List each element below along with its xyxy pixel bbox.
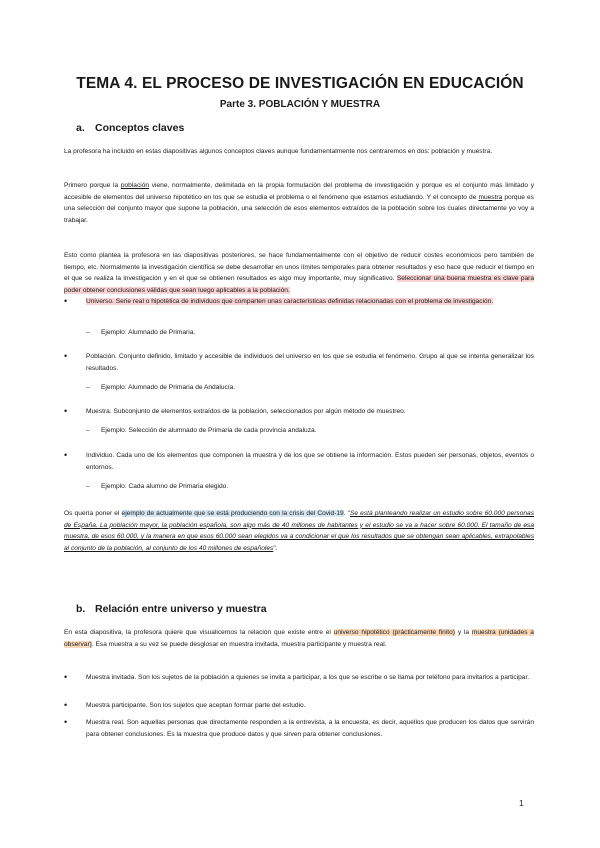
text-run: Primero porque la (64, 182, 121, 189)
text-run: . " (343, 510, 351, 517)
list-item-muestra-participante (64, 700, 534, 712)
section-b-label: b. (76, 603, 86, 615)
bullet-icon: • (64, 406, 68, 416)
example-universo (86, 327, 195, 339)
text-run: . Esa muestra a su vez se puede desglosar en muestra invitada, muestra participante y muestra real. (91, 640, 387, 648)
list-item-muestra (64, 406, 534, 418)
example-text: Ejemplo: Alumnado de Primaria. (101, 329, 196, 336)
paragraph-costes (64, 250, 534, 297)
item-desc: Serie real o hipotética de individuos que comparten unas características definidas relacionadas con el problema de investigación. (113, 298, 494, 305)
universo-text (86, 298, 493, 305)
example-muestra (86, 425, 317, 437)
example-text: Ejemplo: Cada alumno de Primaria elegido. (101, 483, 229, 490)
paragraph-poblacion-muestra (64, 180, 534, 227)
text-run: Os quería poner el (64, 510, 122, 517)
highlight-covid: ejemplo de actualmente que se está produciendo con la crisis del Covid-19 (121, 510, 344, 517)
bullet-icon: • (64, 700, 68, 710)
bullet-icon: • (64, 717, 68, 727)
item-term: Individuo. (86, 452, 115, 459)
paragraph-covid-example (64, 508, 534, 555)
highlight-universo: universo hipotético (prácticamente finito) (333, 629, 455, 636)
document-title: TEMA 4. EL PROCESO DE INVESTIGACIÓN EN EDUCACIÓN (76, 75, 524, 92)
item-desc: Cada uno de los elementos que componen la muestra y de los que se obtiene la información. Estos pueden ser personas, objetos, eventos o entornos. (86, 452, 534, 471)
example-text: Ejemplo: Alumnado de Primaria de Andalucía. (101, 384, 236, 391)
quote-estudio: Se está planteando realizar un estudio sobre 60.000 personas de España. La población mayor, la población española, son algo más de 40 millones de habitantes y el estudio se va a hacer sobre 60.000. El tamaño de esa muestra, de esos 60.000, y la manera en que esos 60.000 sean elegidos va a condicionar el que los resultados que se obtengan sean aplicables, extrapolables al conjunto de la población, al conjunto de los 40 millones de españoles (64, 510, 535, 553)
dash-icon: – (86, 329, 90, 336)
item-text: Muestra participante. Son los sujetos que aceptan formar parte del estudio. (86, 702, 306, 709)
text-run: En esta diapositiva, la profesora quiere que visualicemos la relación que existe entre el (64, 629, 334, 636)
dash-icon: – (86, 483, 90, 490)
term-poblacion: población (120, 182, 150, 189)
list-item-muestra-invitada (64, 672, 534, 684)
text-run: y la (455, 629, 472, 636)
item-desc: Conjunto definido, limitado y accesible de individuos del universo en los que se estudia el fenómeno. Grupo al que se intenta generalizar los resultados. (86, 353, 534, 372)
text-run: viene, normalmente, delimitada en la propia formulación del problema de investigación y porque es el conjunto más limitado y accesible de elementos del universo hipotético en los que se estudia el problema o el fenómeno que estamos estudiando. Y el concepto de (64, 182, 534, 201)
text-run: porque es una selección del conjunto mayor que supone la población, una selección de esos elementos extraídos de la población sobre los cuales directamente yo voy a trabajar. (64, 193, 534, 225)
item-text: Muestra invitada. Son los sujetos de la población a quienes se invita a participar, a los que se escribe o se llama por teléfono para invitarlos a participar. (86, 674, 530, 681)
document-subtitle: Parte 3. POBLACIÓN Y MUESTRA (219, 99, 381, 110)
item-text: Muestra real. Son aquellas personas que directamente responden a la entrevista, a la encuesta, es decir, aquellos que producen los datos que servirán para obtener conclusiones. Es la muestra que produce datos y que sirven para obtener conclusiones. (86, 719, 534, 738)
section-b-title: Relación entre universo y muestra (95, 603, 267, 615)
list-item-individuo (64, 450, 534, 473)
list-item-muestra-real (64, 717, 534, 740)
paragraph-relacion (64, 627, 534, 650)
item-term: Universo. (86, 298, 114, 305)
section-b-heading (76, 603, 267, 615)
example-text: Ejemplo: Selección de alumnado de Primaria de cada provincia andaluza. (101, 427, 317, 434)
dash-icon: – (86, 427, 90, 434)
section-a-title: Conceptos claves (95, 122, 185, 134)
bullet-icon: • (64, 351, 68, 361)
item-term: Muestra. (86, 408, 112, 415)
text-run: ". (273, 545, 278, 553)
section-a-label: a. (76, 122, 85, 134)
list-item-universo (64, 296, 534, 308)
example-poblacion (86, 382, 235, 394)
bullet-icon: • (64, 296, 68, 306)
list-item-poblacion (64, 351, 534, 374)
bullet-icon: • (64, 450, 68, 460)
page-number: 1 (519, 798, 524, 808)
highlight-seleccionar-muestra: Seleccionar una buena muestra es clave para poder obtener conclusiones válidas que sean luego aplicables a la población. (64, 275, 534, 295)
example-individuo (86, 481, 228, 493)
text-run: Esto como plantea la profesora en las diapositivas posteriores, se hace fundamentalmente con el objetivo de reducir costes económicos pero también de tiempo, etc. Normalmente la investigación científica se debe desarrollar en unos límites temporales para obtener resultados y eso hace que reducir el tiempo en el que se realiza la investigación y en el que se obtienen resultados es algo muy importante, muy significativo. (64, 252, 534, 283)
paragraph-intro: La profesora ha incluido en estas diapositivas algunos conceptos claves aunque fundamentalmente nos centraremos en dos: población y muestra. (64, 148, 493, 155)
bullet-icon: • (64, 672, 68, 682)
item-term: Población. (86, 353, 117, 360)
highlight-muestra: muestra (unidades a observar) (64, 629, 534, 648)
item-desc: Subconjunto de elementos extraídos de la población, seleccionados por algún método de muestreo. (111, 408, 406, 415)
term-muestra: muestra (478, 193, 503, 201)
section-a-heading (76, 122, 184, 134)
dash-icon: – (86, 384, 90, 391)
